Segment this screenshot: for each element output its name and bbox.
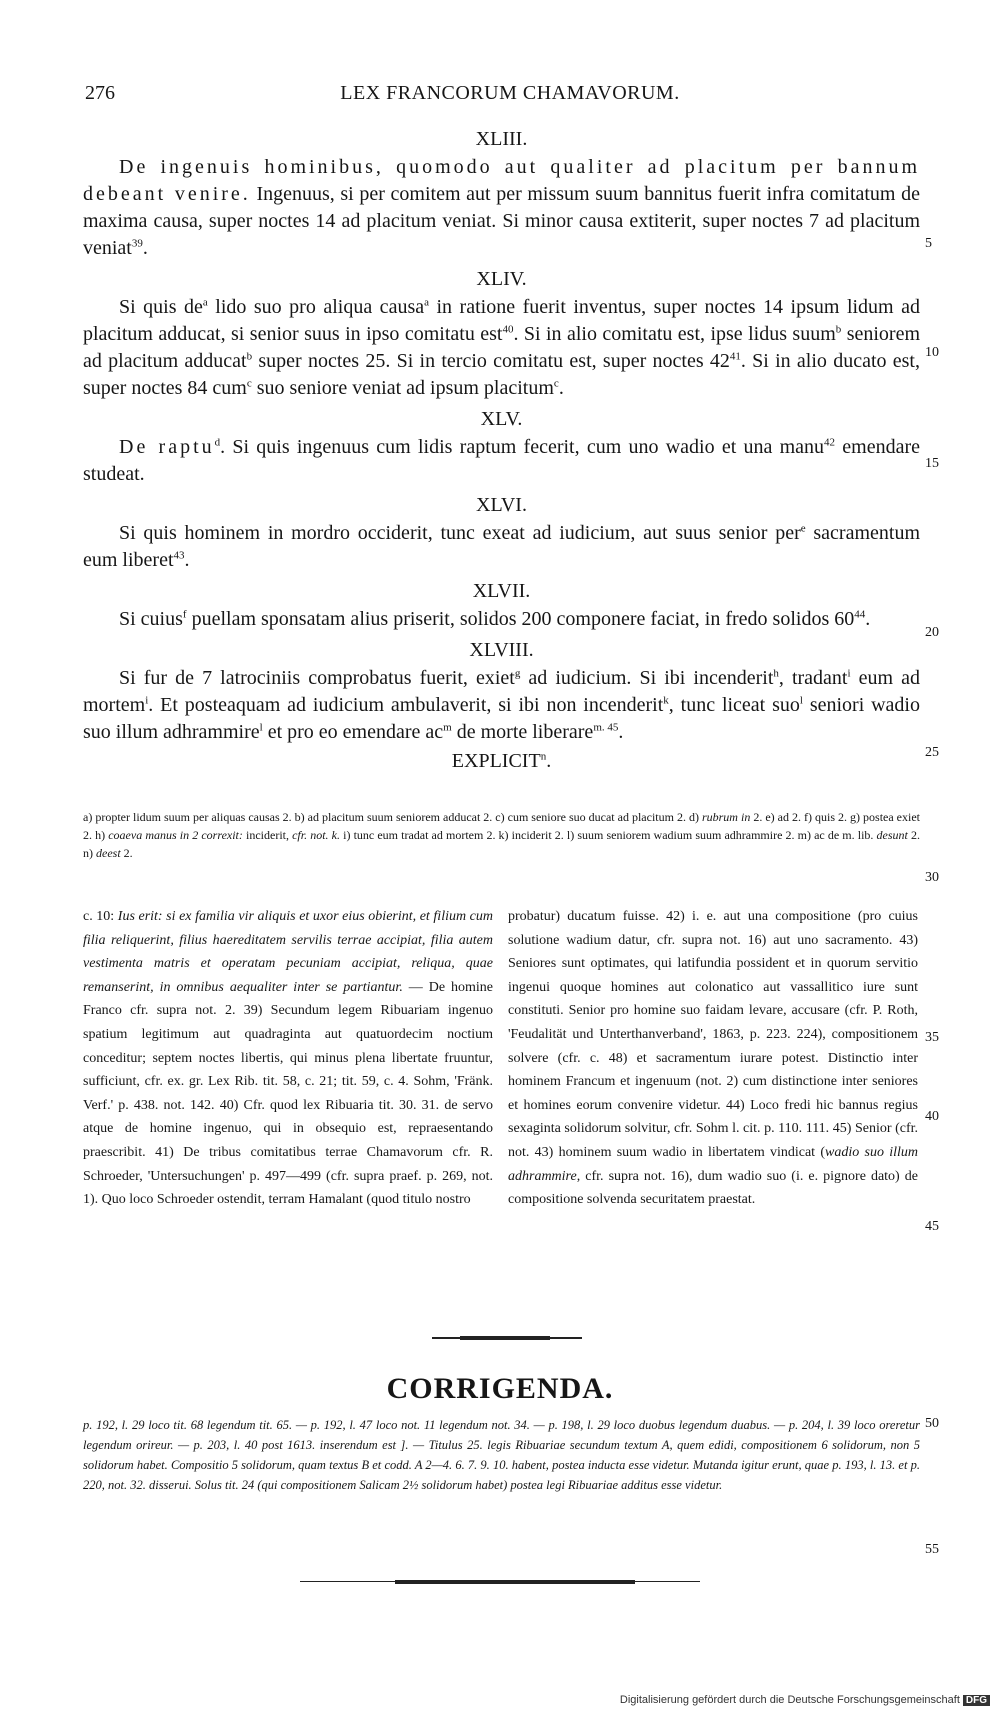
text: sacramentum eum liberet (83, 522, 920, 571)
note-ref: l (799, 694, 803, 707)
text: , tunc liceat suo (668, 694, 800, 716)
end-rule-thick (395, 1580, 635, 1584)
line-number: 5 (925, 236, 932, 251)
text: super noctes 25. Si in tercio comitatu est, super noctes 42 (252, 350, 730, 372)
line-number: 25 (925, 745, 939, 760)
note-ref: c (553, 377, 559, 390)
comm-text: , cfr. supra not. 16), dum wadio suo (i. e. pignore dato) de compositione solvenda securitatem praestat. (508, 1168, 918, 1208)
page-number: 276 (85, 82, 115, 104)
note-ref: b (835, 323, 842, 336)
note-ref: l (259, 721, 263, 734)
text: Si quis de (119, 296, 203, 318)
line-number: 55 (925, 1542, 939, 1557)
chapter-heading: XLVI. (476, 494, 527, 516)
comm-italic: wadio suo illum adhrammire (508, 1144, 918, 1184)
note-text: 2. (120, 846, 133, 860)
text: , tradant (778, 667, 848, 689)
explicit (83, 748, 920, 775)
chapter-heading: XLVIII. (469, 639, 534, 661)
footnote-ref: 40 (502, 323, 514, 336)
text: . Si in alio comitatu est, ipse lidus suum (513, 323, 836, 345)
punct: . (184, 549, 190, 571)
punct: . (865, 608, 871, 630)
note-text: 2. n) (83, 828, 921, 860)
commentary-right-column (508, 905, 918, 1212)
note-ref: c (246, 377, 252, 390)
note-ref: e (800, 522, 806, 535)
chapter-heading: XLIII. (475, 128, 528, 150)
dfg-logo: DFG (963, 1695, 990, 1706)
note-italic: rubrum in (701, 810, 751, 824)
chapter-45 (83, 434, 920, 488)
text: et pro eo emendare ac (262, 721, 444, 743)
chapter-44 (83, 294, 920, 402)
note-text: inciderit, (242, 828, 293, 842)
text: ad iudicium. Si ibi incenderit (520, 667, 774, 689)
text: seniori wadio suo illum adhrammire (83, 694, 920, 743)
note-italic: coaeva manus in 2 correxit: (108, 828, 243, 842)
line-number: 10 (925, 345, 939, 360)
note-italic: desunt (876, 828, 908, 842)
text: Si quis hominem in mordro occiderit, tunc exeat ad iudicium, aut suus senior per (119, 522, 801, 544)
footnote-ref: 42 (824, 436, 836, 449)
line-number: 35 (925, 1030, 939, 1045)
note-ref: n (540, 750, 547, 763)
chapter-heading: XLV. (480, 408, 523, 430)
note-ref: k (663, 694, 669, 707)
note-text: a) propter lidum suum per aliquas causas 2. b) ad placitum suum seniorem adducat 2. c) cum seniore suo ducat ad placitum 2. d) (83, 810, 702, 824)
note-italic: deest (96, 846, 121, 860)
note-ref: b (246, 350, 253, 363)
line-number: 40 (925, 1109, 939, 1124)
line-number: 30 (925, 870, 939, 885)
text: Si fur de 7 latrociniis comprobatus fuerit, exiet (119, 667, 515, 689)
line-number: 45 (925, 1219, 939, 1234)
text: de morte liberare (451, 721, 594, 743)
note-ref: a (202, 296, 208, 309)
text: Si cuius (119, 608, 183, 630)
note-ref: g (514, 667, 521, 680)
chapter-heading: XLIV. (476, 268, 527, 290)
explicit-word: EXPLICIT (451, 750, 541, 772)
running-title: LEX FRANCORUM CHAMAVORUM. (340, 82, 680, 104)
note-ref: a (424, 296, 429, 309)
note-ref: f (182, 608, 187, 621)
text: emendare studeat. (83, 436, 920, 485)
note-text: i) tunc eum tradat ad mortem 2. k) inciderit 2. l) suum seniorem wadium suum adhrammire 2. m) ac de m. lib. (340, 828, 877, 842)
punct: . (546, 750, 552, 772)
note-text: 2. e) ad 2. f) quis 2. g) postea exiet 2. h) (83, 810, 921, 842)
law-text (83, 122, 920, 775)
punct: . (618, 721, 624, 743)
comm-text: — De homine Franco cfr. supra not. 2. 39) Secundum legem Ribuariam ingenuo spatium legitimum aut quadraginta aut quatuordecim noctium conceditur; septem noctes libertis, qui minus plena libertate fruuntur, sufficiunt, cfr. ex. gr. Lex Rib. tit. 58, c. 21; tit. 59, c. 4. Sohm, 'Fränk. Verf.' p. 438. not. 142. 40) Cfr. quod lex Ribuaria tit. 30. 31. de servo atque de homine ingenuo, qui in obsequio est, repraesentando praescribit. 41) De tribus comitatibus terrae Chamavorum cfr. R. Schroeder, 'Untersuchungen' p. 497—499 (cfr. supra praef. p. 269, not. 1). Quo loco Schroeder ostendit, terram Hamalant (quod titulo nostro (83, 979, 493, 1208)
note-ref: h (773, 667, 779, 680)
rubric: De raptu (119, 436, 215, 458)
footnote-ref: 39 (131, 237, 143, 250)
chapter-heading: XLVII. (472, 580, 531, 602)
commentary-left-column (83, 905, 493, 1212)
line-number: 50 (925, 1416, 939, 1431)
comm-text: probatur) ducatum fuisse. 42) i. e. aut una compositione (pro cuius solutione wadium datur, cfr. supra not. 16) aut uno sacramento. 43) Seniores sunt optimates, qui latifundia possident et in quorum servitio ingenui quoque homines aut colonatico aut vassallitico iure sunt constituti. Senior pro homine suo faidam levare, accusare (cfr. P. Roth, 'Feudalität und Unterthanverband', 1863, p. 223. 224), compositionem solvere (cfr. c. 48) et sacramentum iurare potest. Distinctio inter hominem Francum et ingenuum (not. 2) cum distinctione inter seniores et homines eorum convenire videtur. 44) Loco fredi hic bannus regius sexaginta solidorum solvitur, cfr. Sohm l. cit. p. 110. 111. 45) Senior (cfr. not. 43) hominem suum wadio in libertatem vindicat ( (508, 909, 918, 1160)
rubric: De ingenuis hominibus, quomodo aut qualiter ad placitum per bannum debeant venire. (83, 156, 920, 205)
chapter-46 (83, 520, 920, 574)
line-number: 20 (925, 625, 939, 640)
text: eum ad mortem (83, 667, 921, 716)
line-number: 15 (925, 456, 939, 471)
text: puellam sponsatam alius priserit, solidos 200 componere faciat, in fredo solidos 60 (186, 608, 855, 630)
comm-text: c. 10: (83, 909, 118, 924)
note-italic: cfr. not. k. (292, 828, 341, 842)
text: in ratione fuerit inventus, super noctes 14 ipsum lidum ad placitum adducat, si senior suus in ipso comitatu est (83, 296, 920, 345)
section-divider-thick (460, 1336, 550, 1340)
text: suo seniore veniat ad ipsum placitum (251, 377, 554, 399)
footnote-ref: 43 (173, 549, 185, 562)
footer-credit (620, 1694, 990, 1706)
footer-text: Digitalisierung gefördert durch die Deutsche Forschungsgemeinschaft (619, 1694, 960, 1706)
chapter-43 (83, 154, 920, 262)
punct: . (142, 237, 148, 259)
text: . Et posteaquam ad iudicium ambulaverit, si ibi non incenderit (148, 694, 664, 716)
text: seniorem ad placitum adducat (83, 323, 921, 372)
footnote-ref: 41 (729, 350, 741, 363)
chapter-48 (83, 665, 920, 746)
corrigenda-title: CORRIGENDA. (386, 1372, 614, 1405)
text: . Si quis ingenuus cum lidis raptum fecerit, cum uno wadio et una manu (220, 436, 825, 458)
note-ref: i (847, 667, 851, 680)
comm-italic: Ius erit: si ex familia vir aliquis et uxor eius obierint, et filium cum filia reliquerint, filius haereditatem servilis terrae accipiat, filia autem vestimenta matris et operatam pecuniam accipiat, reliqua, quae remanserint, in omnibus aequaliter inter se partiantur. (83, 909, 493, 995)
chapter-text: Ingenuus, si per comitem aut per missum suum bannitus fuerit infra comitatum de maxima causa, super noctes 14 ad placitum veniat. Si minor causa extiterit, super noctes 7 ad placitum veniat (83, 183, 920, 259)
text: . Si in alio ducato est, super noctes 84 cum (83, 350, 920, 399)
punct: . (558, 377, 564, 399)
note-ref: i (145, 694, 149, 707)
chapter-47 (83, 606, 920, 633)
note-ref: m (443, 721, 452, 734)
note-ref: d (214, 436, 221, 449)
footnote-ref: 44 (854, 608, 866, 621)
corrigenda-text: p. 192, l. 29 loco tit. 68 legendum tit. 65. — p. 192, l. 47 loco not. 11 legendum not. 34. — p. 198, l. 29 loco duobus legendum duabus. — p. 204, l. 39 loco oreretur legendum orireur. — p. 203, l. 40 post 1613. inserendum est ]. — Titulus 25. legis Ribuariae secundum textum A, quem edidi, compositionem 6 solidorum, non 5 solidorum habet. Compositio 5 solidorum, quam textus B et codd. A 2—4. 6. 7. 9. 10. habent, postea inducta esse videtur. Mutanda igitur erunt, quae p. 193, l. 13. et p. 220, not. 32. disserui. Solus tit. 24 (qui compositionem Salicam 2½ solidorum habet) postea legi Ribuariae additus esse videtur. (83, 1418, 920, 1492)
footnote-ref: m. 45 (593, 721, 619, 734)
text: lido suo pro aliqua causa (207, 296, 425, 318)
variant-notes (83, 808, 920, 862)
